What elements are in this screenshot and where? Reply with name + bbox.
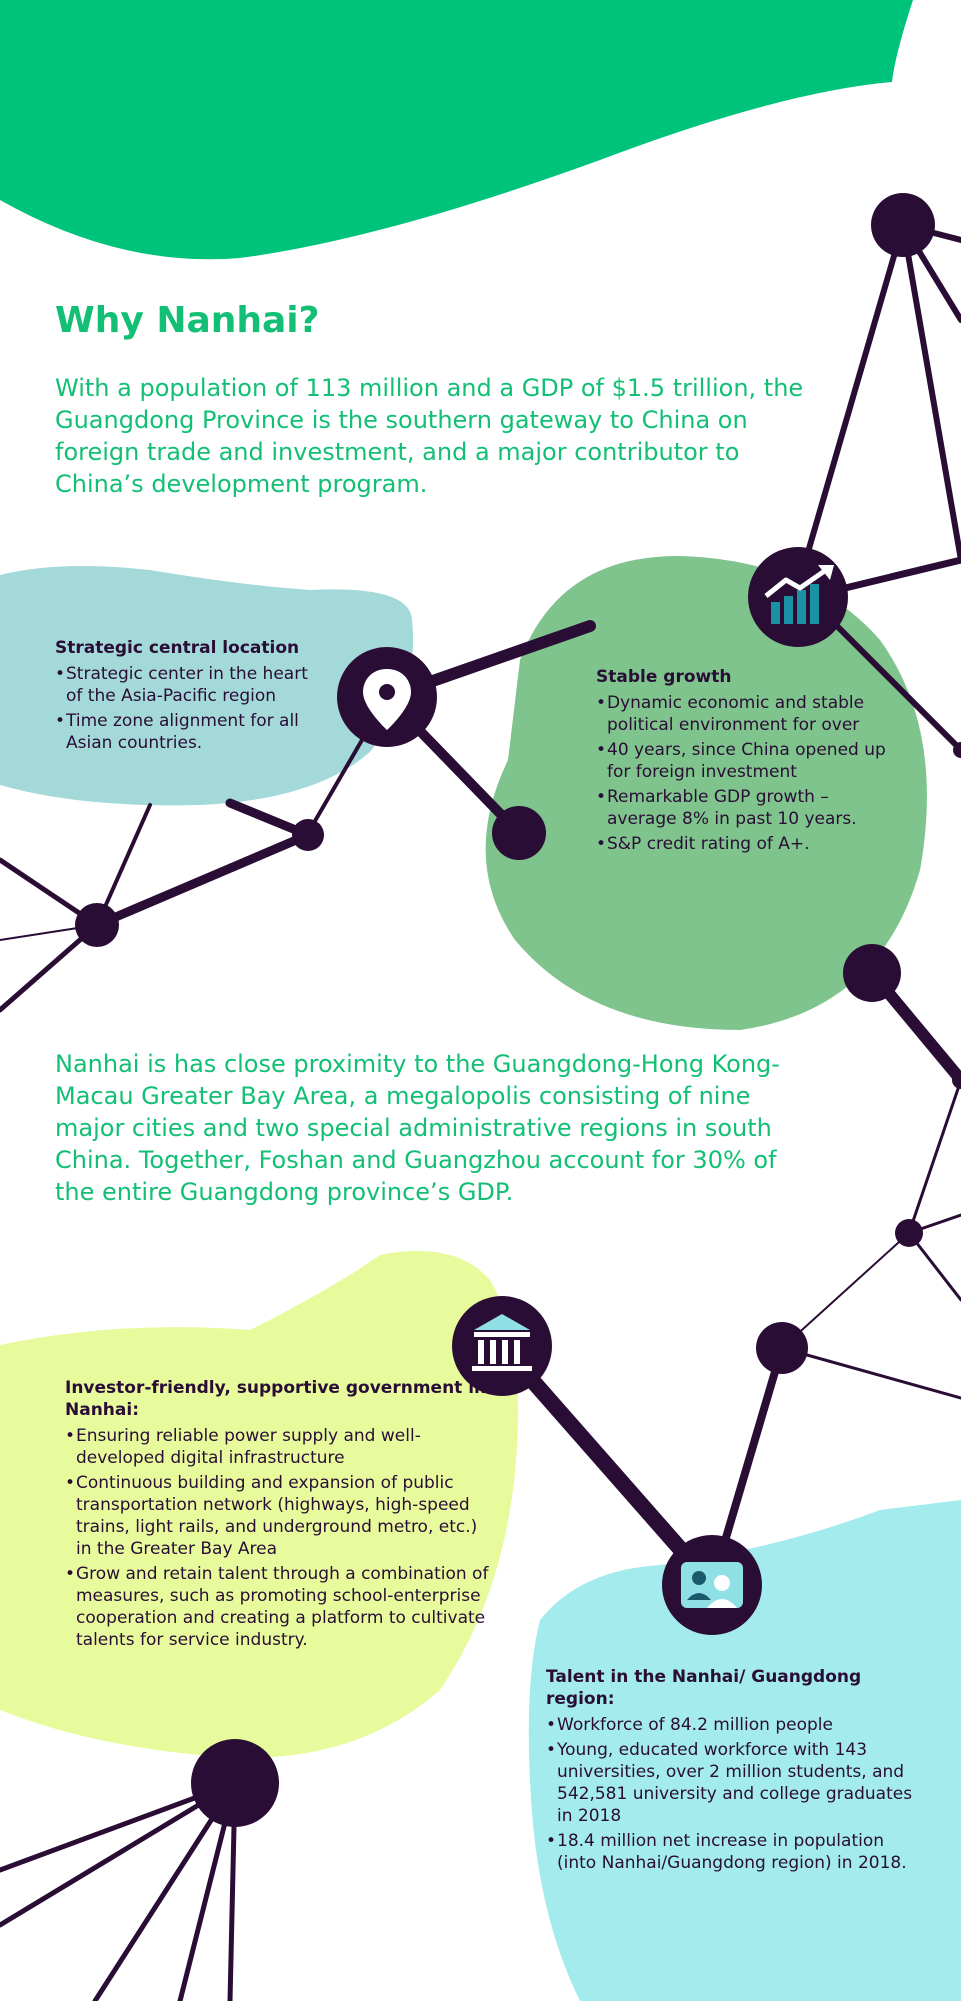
network-node xyxy=(75,903,119,947)
talent-title: Talent in the Nanhai/ Guangdong region: xyxy=(546,1667,862,1709)
stable-growth-block xyxy=(596,666,896,858)
network-node xyxy=(895,1219,923,1247)
people-talent-icon xyxy=(662,1535,762,1635)
list-item: • Continuous building and expansion of public transportation network (highways, high-speed trains, light rails, and underground metro, etc.) in the Greater Bay Area xyxy=(65,1472,495,1560)
list-item: • Strategic center in the heart of the Asia-Pacific region xyxy=(55,663,325,707)
list-item: • Time zone alignment for all Asian countries. xyxy=(55,710,325,754)
list-item: • Workforce of 84.2 million people xyxy=(546,1714,916,1736)
list-item: • 18.4 million net increase in population (into Nanhai/Guangdong region) in 2018. xyxy=(546,1830,916,1874)
strategic-location-block xyxy=(55,637,325,757)
strategic-title: Strategic central location xyxy=(55,638,300,658)
list-item: • Ensuring reliable power supply and well-developed digital infrastructure xyxy=(65,1425,495,1469)
top-green-wave xyxy=(0,0,913,259)
location-pin-icon xyxy=(337,647,437,747)
intro-paragraph: With a population of 113 million and a GDP of $1.5 trillion, the Guangdong Province is the southern gateway to China on foreign trade and investment, and a major contributor to China’s development program. xyxy=(55,374,804,498)
network-node xyxy=(292,819,324,851)
network-node xyxy=(871,193,935,257)
list-item: • 40 years, since China opened up for foreign investment xyxy=(596,739,896,783)
growth-title: Stable growth xyxy=(596,667,732,687)
talent-list xyxy=(546,1714,916,1874)
page-title: Why Nanhai? xyxy=(55,300,320,341)
network-node xyxy=(756,1322,808,1374)
investor-friendly-block xyxy=(65,1377,495,1654)
strategic-list xyxy=(55,663,325,754)
list-item: • Dynamic economic and stable political environment for over xyxy=(596,692,896,736)
growth-chart-icon xyxy=(748,547,848,647)
network-node xyxy=(492,806,546,860)
proximity-paragraph: Nanhai is has close proximity to the Guangdong-Hong Kong-Macau Greater Bay Area, a megalopolis consisting of nine major cities and two special administrative regions in south China. Together, Foshan and Guangzhou account for 30% of the entire Guangdong province’s GDP. xyxy=(55,1050,780,1206)
list-item: • Young, educated workforce with 143 universities, over 2 million students, and 542,581 university and college graduates in 2018 xyxy=(546,1739,916,1827)
list-item: • Remarkable GDP growth – average 8% in past 10 years. xyxy=(596,786,896,830)
talent-block xyxy=(546,1666,916,1877)
network-node xyxy=(843,944,901,1002)
list-item: • S&P credit rating of A+. xyxy=(596,833,896,855)
investor-title: Investor-friendly, supportive government in Nanhai: xyxy=(65,1378,487,1420)
investor-list xyxy=(65,1425,495,1651)
list-item: • Grow and retain talent through a combination of measures, such as promoting school-enterprise cooperation and creating a platform to cultivate talents for service industry. xyxy=(65,1563,495,1651)
growth-list xyxy=(596,692,896,855)
network-node xyxy=(191,1739,279,1827)
